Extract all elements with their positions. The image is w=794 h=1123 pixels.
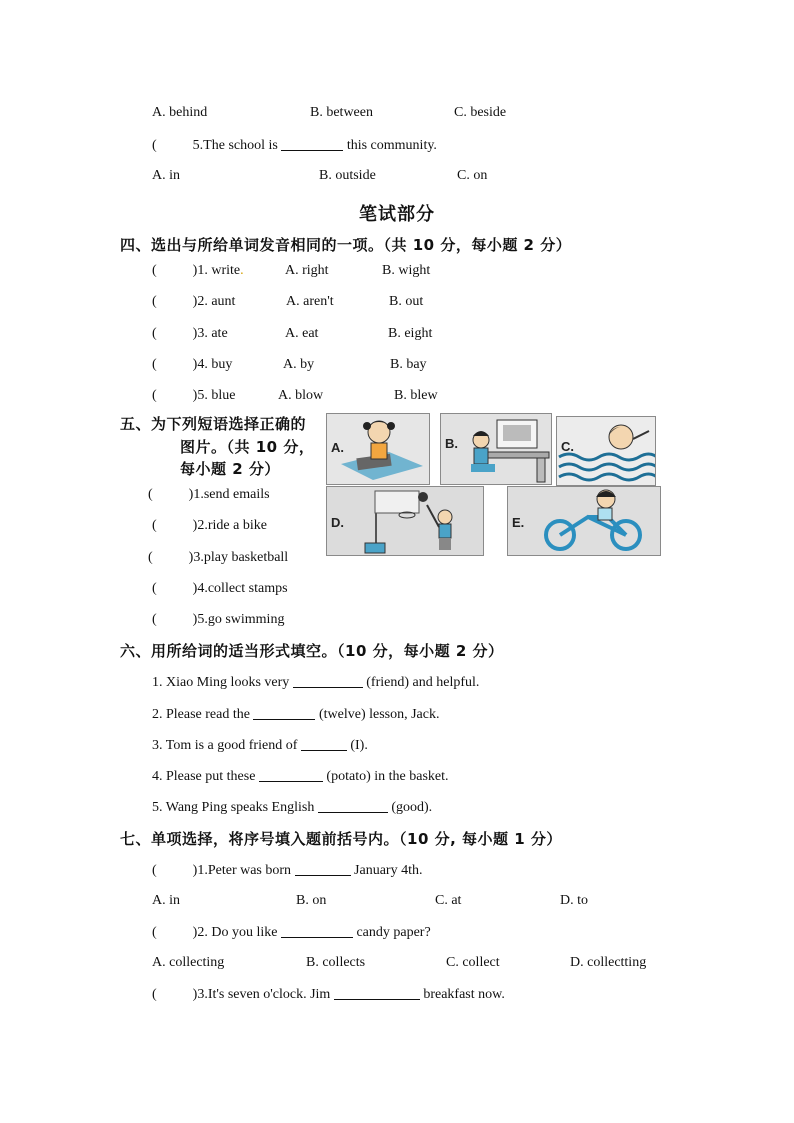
answer-paren[interactable]: ( bbox=[152, 925, 157, 940]
option-b: B. wight bbox=[382, 263, 431, 278]
sentence-end: (potato) in the basket. bbox=[322, 769, 449, 784]
picture-c-go-swimming bbox=[556, 416, 656, 486]
question-text: )3.It's seven o'clock. Jim bbox=[192, 987, 334, 1002]
answer-blank[interactable] bbox=[259, 767, 323, 782]
question-text: 5.The school is bbox=[192, 138, 282, 153]
option-b: B. between bbox=[310, 105, 373, 120]
option-b: B. outside bbox=[319, 168, 376, 183]
answer-blank[interactable] bbox=[318, 798, 388, 813]
answer-paren[interactable]: ( bbox=[152, 138, 157, 153]
picture-label: E. bbox=[512, 515, 525, 530]
picture-label: A. bbox=[331, 440, 344, 455]
answer-paren[interactable]: ( bbox=[148, 487, 153, 502]
item-word: )5. blue bbox=[192, 388, 236, 403]
sec6-item bbox=[152, 705, 440, 724]
answer-blank[interactable] bbox=[281, 136, 343, 151]
option-b: B. out bbox=[389, 294, 424, 309]
picture-b-collect-stamps bbox=[440, 413, 552, 485]
sec7-question-3 bbox=[152, 985, 505, 1004]
section-6-title: 六、用所给词的适当形式填空。（10 分，每小题 2 分） bbox=[120, 642, 504, 660]
phrase: )5.go swimming bbox=[192, 612, 285, 627]
sec4-item: ( )1. write. A. right B. wight bbox=[152, 263, 431, 278]
sec5-item bbox=[152, 611, 284, 629]
sec6-item bbox=[152, 673, 479, 692]
question-text-end: candy paper? bbox=[352, 925, 431, 940]
answer-blank[interactable] bbox=[295, 861, 351, 876]
answer-blank[interactable] bbox=[253, 705, 315, 720]
answer-paren[interactable]: ( bbox=[152, 326, 157, 341]
option-c: C. at bbox=[435, 893, 462, 908]
sec4-item bbox=[152, 387, 438, 405]
picture-label: C. bbox=[561, 439, 574, 454]
sec4-item bbox=[152, 325, 433, 343]
picture-d-play-basketball bbox=[326, 486, 484, 556]
answer-paren[interactable]: ( bbox=[148, 550, 153, 565]
answer-paren[interactable]: ( bbox=[152, 987, 157, 1002]
item-word: )4. buy bbox=[192, 357, 233, 372]
swimmer-illustration bbox=[557, 417, 655, 485]
answer-blank[interactable] bbox=[334, 985, 420, 1000]
sec6-item bbox=[152, 798, 432, 817]
phrase: )3.play basketball bbox=[188, 550, 289, 565]
sentence-start: 5. Wang Ping speaks English bbox=[152, 800, 318, 815]
sec5-item bbox=[152, 580, 288, 598]
section-7-title: 七、单项选择，将序号填入题前括号内。（10 分, 每小题 1 分） bbox=[120, 830, 562, 848]
sec4-item bbox=[152, 293, 424, 311]
option-c: C. on bbox=[457, 168, 488, 183]
item-word: )3. ate bbox=[192, 326, 228, 341]
answer-paren[interactable]: ( bbox=[152, 581, 157, 596]
section-5-title-line3: 每小题 2 分） bbox=[180, 460, 280, 478]
option-a: A. right bbox=[285, 263, 329, 278]
picture-label: D. bbox=[331, 515, 344, 530]
question-5 bbox=[152, 136, 437, 155]
question-text: )2. Do you like bbox=[192, 925, 281, 940]
question-text: )1.Peter was born bbox=[192, 863, 295, 878]
answer-paren[interactable]: ( bbox=[152, 388, 157, 403]
item-word: )2. aunt bbox=[192, 294, 236, 309]
phrase: )2.ride a bike bbox=[192, 518, 267, 533]
option-b: B. blew bbox=[394, 388, 438, 403]
sentence-start: 1. Xiao Ming looks very bbox=[152, 675, 293, 690]
sec5-item bbox=[152, 517, 267, 535]
phrase: )4.collect stamps bbox=[192, 581, 288, 596]
phrase: )1.send emails bbox=[188, 487, 270, 502]
sentence-start: 4. Please put these bbox=[152, 769, 259, 784]
sentence-end: (I). bbox=[346, 738, 368, 753]
option-a: A. aren't bbox=[286, 294, 334, 309]
sentence-end: (twelve) lesson, Jack. bbox=[315, 707, 440, 722]
option-a: A. collecting bbox=[152, 955, 225, 970]
section-5-title-line1: 五、为下列短语选择正确的 bbox=[120, 415, 307, 433]
sec5-item bbox=[148, 486, 270, 504]
answer-blank[interactable] bbox=[293, 673, 363, 688]
answer-blank[interactable] bbox=[301, 736, 347, 751]
option-d: D. collectting bbox=[570, 955, 647, 970]
option-a: A. eat bbox=[285, 326, 319, 341]
answer-paren[interactable]: ( bbox=[152, 863, 157, 878]
option-a: A. blow bbox=[278, 388, 324, 403]
sec7-question-2 bbox=[152, 923, 431, 942]
option-b: B. on bbox=[296, 893, 327, 908]
option-a: A. behind bbox=[152, 105, 208, 120]
sec6-item bbox=[152, 767, 449, 786]
option-c: C. beside bbox=[454, 105, 507, 120]
answer-paren[interactable]: ( bbox=[152, 357, 157, 372]
sec6-item bbox=[152, 736, 368, 755]
item-word: )1. write bbox=[192, 263, 241, 278]
answer-paren[interactable]: ( bbox=[152, 263, 157, 278]
sentence-start: 3. Tom is a good friend of bbox=[152, 738, 301, 753]
basketball-player-illustration bbox=[327, 487, 483, 555]
answer-paren[interactable]: ( bbox=[152, 518, 157, 533]
question-text-end: January 4th. bbox=[350, 863, 423, 878]
option-c: C. collect bbox=[446, 955, 500, 970]
sentence-end: (good). bbox=[387, 800, 433, 815]
question-text-end: breakfast now. bbox=[419, 987, 505, 1002]
option-a: A. in bbox=[152, 893, 180, 908]
sentence-end: (friend) and helpful. bbox=[362, 675, 480, 690]
option-b: B. collects bbox=[306, 955, 366, 970]
picture-e-ride-a-bike bbox=[507, 486, 661, 556]
section-4-title: 四、选出与所给单词发音相同的一项。（共 10 分，每小题 2 分） bbox=[120, 236, 572, 254]
bike-rider-illustration bbox=[508, 487, 660, 555]
option-b: B. eight bbox=[388, 326, 433, 341]
option-a: A. by bbox=[283, 357, 315, 372]
answer-blank[interactable] bbox=[281, 923, 353, 938]
picture-a-send-emails bbox=[326, 413, 430, 485]
sentence-start: 2. Please read the bbox=[152, 707, 254, 722]
question-text-end: this community. bbox=[343, 138, 437, 153]
sec7-question-1 bbox=[152, 861, 422, 880]
written-section-title: 笔试部分 bbox=[359, 204, 435, 225]
girl-at-keyboard-illustration bbox=[327, 414, 429, 484]
option-a: A. in bbox=[152, 168, 180, 183]
answer-paren[interactable]: ( bbox=[152, 294, 157, 309]
answer-paren[interactable]: ( bbox=[152, 612, 157, 627]
picture-label: B. bbox=[445, 436, 458, 451]
option-d: D. to bbox=[560, 893, 588, 908]
sec5-item bbox=[148, 549, 288, 567]
section-5-title-line2: 图片。（共 10 分， bbox=[180, 438, 315, 456]
sec4-item bbox=[152, 356, 427, 374]
boy-at-desk-illustration bbox=[441, 414, 551, 484]
option-b: B. bay bbox=[390, 357, 427, 372]
